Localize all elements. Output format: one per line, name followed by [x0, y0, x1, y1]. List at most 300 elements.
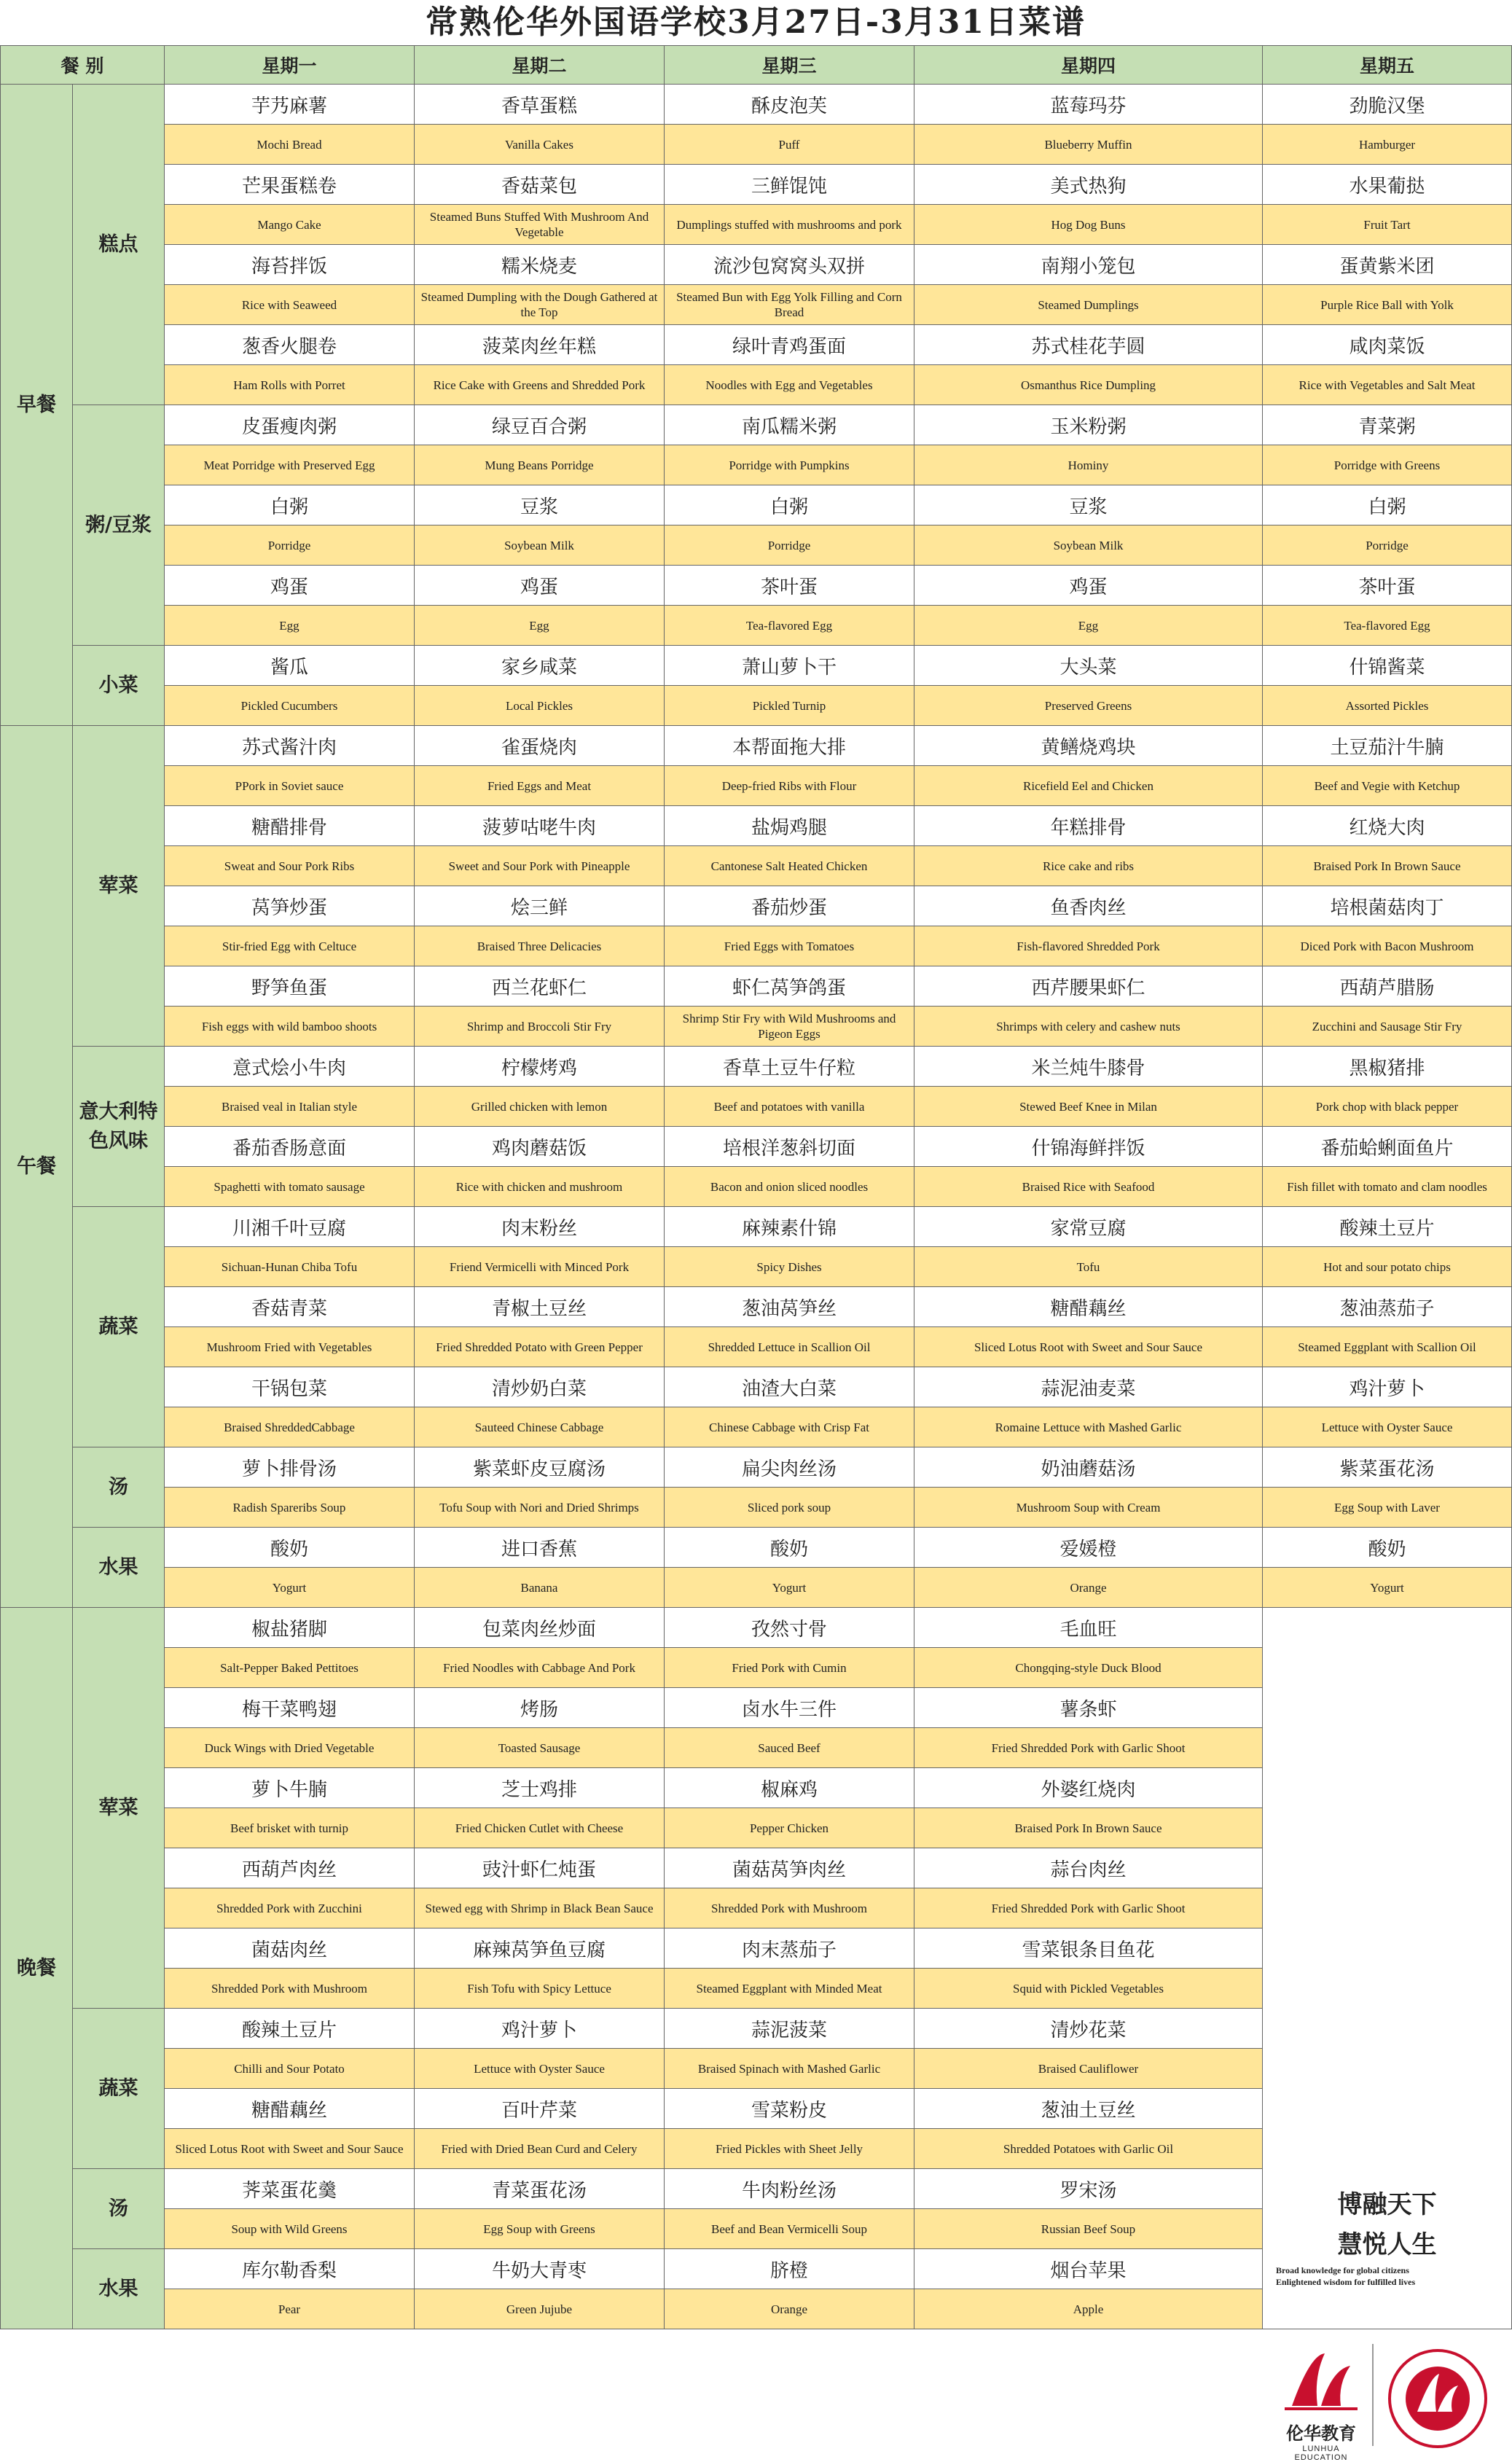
- dish-name: 海苔拌饭: [165, 245, 415, 285]
- dish-name: 西兰花虾仁: [415, 966, 665, 1007]
- dish-name-english: Braised veal in Italian style: [165, 1087, 415, 1127]
- menu-row: [1, 165, 1512, 205]
- meal-label: 午餐: [1, 726, 73, 1608]
- dish-name-english: Sichuan-Hunan Chiba Tofu: [165, 1247, 415, 1287]
- dish-name: 香菇菜包: [415, 165, 665, 205]
- dish-name-english: Sliced pork soup: [665, 1488, 914, 1528]
- dish-name-english: Braised Three Delicacies: [415, 926, 665, 966]
- dish-name-english: Sauced Beef: [665, 1728, 914, 1768]
- day-header: 星期二: [415, 46, 665, 85]
- category-label: 荤菜: [73, 726, 165, 1047]
- dish-name-english: Fried Eggs and Meat: [415, 766, 665, 806]
- dish-name-english: Tofu Soup with Nori and Dried Shrimps: [415, 1488, 665, 1528]
- dish-name-english: Sweat and Sour Pork Ribs: [165, 846, 415, 886]
- menu-row: [1, 285, 1512, 325]
- dish-name: 青椒土豆丝: [415, 1287, 665, 1327]
- dish-name: 茶叶蛋: [1263, 566, 1512, 606]
- dish-name: 番茄香肠意面: [165, 1127, 415, 1167]
- dish-name: 酸奶: [665, 1528, 914, 1568]
- dish-name: 包菜肉丝炒面: [415, 1608, 665, 1648]
- dish-name-english: Stewed Beef Knee in Milan: [914, 1087, 1263, 1127]
- lunhua-logo-icon: [1281, 2348, 1361, 2413]
- dish-name-english: Stewed egg with Shrimp in Black Bean Sauce: [415, 1888, 665, 1928]
- dish-name-english: Rice with chicken and mushroom: [415, 1167, 665, 1207]
- dish-name: 紫菜虾皮豆腐汤: [415, 1447, 665, 1488]
- dish-name-english: Zucchini and Sausage Stir Fry: [1263, 1007, 1512, 1047]
- category-label: 蔬菜: [73, 1207, 165, 1447]
- dish-name: 糖醋排骨: [165, 806, 415, 846]
- dish-name: 莴笋炒蛋: [165, 886, 415, 926]
- dish-name-english: Diced Pork with Bacon Mushroom: [1263, 926, 1512, 966]
- dish-name-english: Chilli and Sour Potato: [165, 2049, 415, 2089]
- day-header: 星期三: [665, 46, 914, 85]
- dish-name: 青菜粥: [1263, 405, 1512, 445]
- dish-name: 大头菜: [914, 646, 1263, 686]
- dish-name: 鸡蛋: [914, 566, 1263, 606]
- dish-name: 酸辣土豆片: [1263, 1207, 1512, 1247]
- dish-name: 菌菇肉丝: [165, 1928, 415, 1969]
- dish-name-english: Tea-flavored Egg: [1263, 606, 1512, 646]
- dish-name-english: Fish Tofu with Spicy Lettuce: [415, 1969, 665, 2009]
- dish-name-english: Shrimp and Broccoli Stir Fry: [415, 1007, 665, 1047]
- dish-name: 培根洋葱斜切面: [665, 1127, 914, 1167]
- menu-row: [1, 485, 1512, 525]
- dish-name: 酸辣土豆片: [165, 2009, 415, 2049]
- dish-name: 蒜泥菠菜: [665, 2009, 914, 2049]
- dish-name-english: Radish Spareribs Soup: [165, 1488, 415, 1528]
- dish-name: 红烧大肉: [1263, 806, 1512, 846]
- dish-name-english: Orange: [914, 1568, 1263, 1608]
- dish-name: 脐橙: [665, 2249, 914, 2289]
- dish-name: 番茄炒蛋: [665, 886, 914, 926]
- dish-name-english: Soybean Milk: [914, 525, 1263, 566]
- category-label: 意大利特色风味: [73, 1047, 165, 1207]
- menu-row: [1, 926, 1512, 966]
- dish-name: 蛋黄紫米团: [1263, 245, 1512, 285]
- dish-name-english: Pork chop with black pepper: [1263, 1087, 1512, 1127]
- dish-name: 蒜台肉丝: [914, 1848, 1263, 1888]
- logo-cell: [1263, 1608, 1512, 2462]
- dish-name: 清炒奶白菜: [415, 1367, 665, 1407]
- dish-name-english: Lettuce with Oyster Sauce: [415, 2049, 665, 2089]
- dish-name: 鸡汁萝卜: [1263, 1367, 1512, 1407]
- category-label: 汤: [73, 1447, 165, 1528]
- dish-name-english: Rice cake and ribs: [914, 846, 1263, 886]
- dish-name-english: Vanilla Cakes: [415, 125, 665, 165]
- category-label: 粥/豆浆: [73, 405, 165, 646]
- dish-name: 香菇青菜: [165, 1287, 415, 1327]
- dish-name: 雪菜粉皮: [665, 2089, 914, 2129]
- dish-name: 萝卜排骨汤: [165, 1447, 415, 1488]
- dish-name: 菌菇莴笋肉丝: [665, 1848, 914, 1888]
- dish-name-english: Local Pickles: [415, 686, 665, 726]
- school-seal-icon: [1387, 2348, 1489, 2450]
- dish-name: 百叶芹菜: [415, 2089, 665, 2129]
- dish-name: 美式热狗: [914, 165, 1263, 205]
- menu-row: [1, 365, 1512, 405]
- menu-row: [1, 966, 1512, 1007]
- dish-name: 梅干菜鸭翅: [165, 1688, 415, 1728]
- dish-name: 西葫芦肉丝: [165, 1848, 415, 1888]
- dish-name: 进口香蕉: [415, 1528, 665, 1568]
- dish-name-english: Soybean Milk: [415, 525, 665, 566]
- dish-name: 酸奶: [165, 1528, 415, 1568]
- dish-name-english: Shrimps with celery and cashew nuts: [914, 1007, 1263, 1047]
- dish-name: 黄鳝烧鸡块: [914, 726, 1263, 766]
- dish-name: 香草土豆牛仔粒: [665, 1047, 914, 1087]
- dish-name-english: Ham Rolls with Porret: [165, 365, 415, 405]
- dish-name: 虾仁莴笋鸽蛋: [665, 966, 914, 1007]
- dish-name-english: Egg: [165, 606, 415, 646]
- dish-name-english: Purple Rice Ball with Yolk: [1263, 285, 1512, 325]
- dish-name-english: Porridge: [1263, 525, 1512, 566]
- menu-row: [1, 1367, 1512, 1407]
- dish-name: 椒盐猪脚: [165, 1608, 415, 1648]
- dish-name: 葱香火腿卷: [165, 325, 415, 365]
- dish-name-english: Soup with Wild Greens: [165, 2209, 415, 2249]
- menu-row: [1, 125, 1512, 165]
- dish-name: 香草蛋糕: [415, 85, 665, 125]
- dish-name-english: Fried Shredded Pork with Garlic Shoot: [914, 1888, 1263, 1928]
- menu-row: [1, 726, 1512, 766]
- dish-name: 酸奶: [1263, 1528, 1512, 1568]
- dish-name: 流沙包窝窝头双拼: [665, 245, 914, 285]
- menu-table: [0, 45, 1512, 2462]
- dish-name: 菠萝咕咾牛肉: [415, 806, 665, 846]
- dish-name: 罗宋汤: [914, 2169, 1263, 2209]
- meal-column-header: 餐 别: [1, 46, 165, 85]
- category-label: 蔬菜: [73, 2009, 165, 2169]
- dish-name: 培根菌菇肉丁: [1263, 886, 1512, 926]
- slogan-line-1: 博融天下: [1337, 2189, 1437, 2219]
- dish-name-english: Steamed Bun with Egg Yolk Filling and Corn Bread: [665, 285, 914, 325]
- category-label: 糕点: [73, 85, 165, 405]
- dish-name-english: Beef and potatoes with vanilla: [665, 1087, 914, 1127]
- dish-name: 什锦海鲜拌饭: [914, 1127, 1263, 1167]
- dish-name: 奶油蘑菇汤: [914, 1447, 1263, 1488]
- dish-name-english: Cantonese Salt Heated Chicken: [665, 846, 914, 886]
- dish-name-english: Shredded Pork with Mushroom: [665, 1888, 914, 1928]
- dish-name: 酱瓜: [165, 646, 415, 686]
- dish-name-english: Egg Soup with Laver: [1263, 1488, 1512, 1528]
- dish-name: 油渣大白菜: [665, 1367, 914, 1407]
- dish-name-english: Egg Soup with Greens: [415, 2209, 665, 2249]
- dish-name: 白粥: [165, 485, 415, 525]
- dish-name-english: Chinese Cabbage with Crisp Fat: [665, 1407, 914, 1447]
- day-header: 星期五: [1263, 46, 1512, 85]
- dish-name: 肉末蒸茄子: [665, 1928, 914, 1969]
- dish-name-english: Spaghetti with tomato sausage: [165, 1167, 415, 1207]
- dish-name: 鸡蛋: [165, 566, 415, 606]
- dish-name-english: Beef and Bean Vermicelli Soup: [665, 2209, 914, 2249]
- dish-name: 薯条虾: [914, 1688, 1263, 1728]
- dish-name-english: Hamburger: [1263, 125, 1512, 165]
- dish-name-english: Assorted Pickles: [1263, 686, 1512, 726]
- category-label: 水果: [73, 2249, 165, 2329]
- dish-name: 茶叶蛋: [665, 566, 914, 606]
- menu-row: [1, 85, 1512, 125]
- dish-name: 家乡咸菜: [415, 646, 665, 686]
- dish-name: 本帮面拖大排: [665, 726, 914, 766]
- dish-name-english: Pear: [165, 2289, 415, 2329]
- dish-name: 烤肠: [415, 1688, 665, 1728]
- dish-name-english: Yogurt: [165, 1568, 415, 1608]
- dish-name-english: Hominy: [914, 445, 1263, 485]
- dish-name-english: Braised ShreddedCabbage: [165, 1407, 415, 1447]
- dish-name-english: Fried Pork with Cumin: [665, 1648, 914, 1688]
- dish-name: 牛肉粉丝汤: [665, 2169, 914, 2209]
- menu-row: [1, 806, 1512, 846]
- dish-name-english: Fried Pickles with Sheet Jelly: [665, 2129, 914, 2169]
- dish-name-english: Romaine Lettuce with Mashed Garlic: [914, 1407, 1263, 1447]
- dish-name-english: Shredded Lettuce in Scallion Oil: [665, 1327, 914, 1367]
- dish-name-english: Steamed Dumpling with the Dough Gathered at the Top: [415, 285, 665, 325]
- dish-name-english: Meat Porridge with Preserved Egg: [165, 445, 415, 485]
- dish-name: 萧山萝卜干: [665, 646, 914, 686]
- dish-name-english: Steamed Buns Stuffed With Mushroom And Vegetable: [415, 205, 665, 245]
- dish-name-english: Sauteed Chinese Cabbage: [415, 1407, 665, 1447]
- dish-name-english: Braised Rice with Seafood: [914, 1167, 1263, 1207]
- menu-row: [1, 525, 1512, 566]
- dish-name-english: Rice Cake with Greens and Shredded Pork: [415, 365, 665, 405]
- dish-name: 柠檬烤鸡: [415, 1047, 665, 1087]
- dish-name-english: Osmanthus Rice Dumpling: [914, 365, 1263, 405]
- dish-name-english: Pickled Turnip: [665, 686, 914, 726]
- dish-name: 意式烩小牛肉: [165, 1047, 415, 1087]
- dish-name: 卤水牛三件: [665, 1688, 914, 1728]
- dish-name-english: Yogurt: [1263, 1568, 1512, 1608]
- dish-name: 豆浆: [914, 485, 1263, 525]
- menu-row: [1, 1247, 1512, 1287]
- menu-row: [1, 1608, 1512, 1648]
- dish-name-english: Grilled chicken with lemon: [415, 1087, 665, 1127]
- meal-label: 晚餐: [1, 1608, 73, 2329]
- dish-name: 孜然寸骨: [665, 1608, 914, 1648]
- dish-name-english: Hog Dog Buns: [914, 205, 1263, 245]
- menu-row: [1, 405, 1512, 445]
- dish-name: 水果葡挞: [1263, 165, 1512, 205]
- dish-name: 川湘千叶豆腐: [165, 1207, 415, 1247]
- dish-name-english: Fried Shredded Pork with Garlic Shoot: [914, 1728, 1263, 1768]
- category-label: 小菜: [73, 646, 165, 726]
- dish-name: 皮蛋瘦肉粥: [165, 405, 415, 445]
- menu-row: [1, 886, 1512, 926]
- dish-name: 家常豆腐: [914, 1207, 1263, 1247]
- dish-name-english: Yogurt: [665, 1568, 914, 1608]
- dish-name: 清炒花菜: [914, 2009, 1263, 2049]
- dish-name-english: Tea-flavored Egg: [665, 606, 914, 646]
- dish-name-english: Fried Shredded Potato with Green Pepper: [415, 1327, 665, 1367]
- dish-name-english: Blueberry Muffin: [914, 125, 1263, 165]
- dish-name-english: Duck Wings with Dried Vegetable: [165, 1728, 415, 1768]
- dish-name: 糖醋藕丝: [914, 1287, 1263, 1327]
- dish-name: 葱油蒸茄子: [1263, 1287, 1512, 1327]
- menu-row: [1, 1568, 1512, 1608]
- dish-name-english: Russian Beef Soup: [914, 2209, 1263, 2249]
- dish-name: 爱媛橙: [914, 1528, 1263, 1568]
- dish-name: 黑椒猪排: [1263, 1047, 1512, 1087]
- menu-row: [1, 1127, 1512, 1167]
- menu-row: [1, 1407, 1512, 1447]
- dish-name: 青菜蛋花汤: [415, 2169, 665, 2209]
- dish-name: 南翔小笼包: [914, 245, 1263, 285]
- dish-name: 扁尖肉丝汤: [665, 1447, 914, 1488]
- dish-name: 南瓜糯米粥: [665, 405, 914, 445]
- dish-name: 盐焗鸡腿: [665, 806, 914, 846]
- dish-name: 麻辣素什锦: [665, 1207, 914, 1247]
- dish-name-english: Shredded Pork with Mushroom: [165, 1969, 415, 2009]
- dish-name-english: Mushroom Fried with Vegetables: [165, 1327, 415, 1367]
- brand-name: 伦华教育: [1286, 2422, 1356, 2444]
- brand-name-english: LUNHUA EDUCATION: [1294, 2444, 1348, 2462]
- dish-name-english: Beef brisket with turnip: [165, 1808, 415, 1848]
- dish-name: 什锦酱菜: [1263, 646, 1512, 686]
- dish-name-english: Deep-fried Ribs with Flour: [665, 766, 914, 806]
- dish-name-english: Fish fillet with tomato and clam noodles: [1263, 1167, 1512, 1207]
- menu-row: [1, 1007, 1512, 1047]
- dish-name-english: Stir-fried Egg with Celtuce: [165, 926, 415, 966]
- dish-name: 鸡汁萝卜: [415, 2009, 665, 2049]
- dish-name-english: Shredded Pork with Zucchini: [165, 1888, 415, 1928]
- category-label: 荤菜: [73, 1608, 165, 2009]
- dish-name: 干锅包菜: [165, 1367, 415, 1407]
- dish-name-english: Porridge with Greens: [1263, 445, 1512, 485]
- menu-row: [1, 566, 1512, 606]
- dish-name: 菠菜肉丝年糕: [415, 325, 665, 365]
- menu-row: [1, 1207, 1512, 1247]
- dish-name-english: Steamed Eggplant with Minded Meat: [665, 1969, 914, 2009]
- dish-name: 外婆红烧肉: [914, 1768, 1263, 1808]
- dish-name-english: Rice with Vegetables and Salt Meat: [1263, 365, 1512, 405]
- dish-name: 椒麻鸡: [665, 1768, 914, 1808]
- dish-name-english: Mango Cake: [165, 205, 415, 245]
- dish-name-english: Apple: [914, 2289, 1263, 2329]
- dish-name-english: PPork in Soviet sauce: [165, 766, 415, 806]
- dish-name-english: Fish-flavored Shredded Pork: [914, 926, 1263, 966]
- menu-row: [1, 1327, 1512, 1367]
- dish-name: 肉末粉丝: [415, 1207, 665, 1247]
- dish-name: 萝卜牛腩: [165, 1768, 415, 1808]
- header-row: [1, 46, 1512, 85]
- dish-name: 紫菜蛋花汤: [1263, 1447, 1512, 1488]
- dish-name: 米兰炖牛膝骨: [914, 1047, 1263, 1087]
- dish-name: 土豆茄汁牛腩: [1263, 726, 1512, 766]
- menu-row: [1, 686, 1512, 726]
- dish-name-english: Mochi Bread: [165, 125, 415, 165]
- dish-name: 葱油莴笋丝: [665, 1287, 914, 1327]
- menu-row: [1, 846, 1512, 886]
- dish-name-english: Fried Eggs with Tomatoes: [665, 926, 914, 966]
- menu-row: [1, 1287, 1512, 1327]
- dish-name-english: Shredded Potatoes with Garlic Oil: [914, 2129, 1263, 2169]
- dish-name: 蓝莓玛芬: [914, 85, 1263, 125]
- dish-name-english: Fried Noodles with Cabbage And Pork: [415, 1648, 665, 1688]
- dish-name: 烟台苹果: [914, 2249, 1263, 2289]
- dish-name: 三鲜馄饨: [665, 165, 914, 205]
- dish-name-english: Hot and sour potato chips: [1263, 1247, 1512, 1287]
- dish-name-english: Ricefield Eel and Chicken: [914, 766, 1263, 806]
- dish-name-english: Braised Pork In Brown Sauce: [1263, 846, 1512, 886]
- dish-name-english: Bacon and onion sliced noodles: [665, 1167, 914, 1207]
- menu-row: [1, 1167, 1512, 1207]
- menu-row: [1, 445, 1512, 485]
- dish-name-english: Squid with Pickled Vegetables: [914, 1969, 1263, 2009]
- dish-name-english: Pepper Chicken: [665, 1808, 914, 1848]
- slogan-english: Broad knowledge for global citizens Enlightened wisdom for fulfilled lives: [1276, 2264, 1416, 2287]
- dish-name: 年糕排骨: [914, 806, 1263, 846]
- dish-name-english: Porridge: [165, 525, 415, 566]
- dish-name-english: Preserved Greens: [914, 686, 1263, 726]
- dish-name-english: Porridge with Pumpkins: [665, 445, 914, 485]
- menu-row: [1, 646, 1512, 686]
- dish-name-english: Porridge: [665, 525, 914, 566]
- dish-name: 白粥: [1263, 485, 1512, 525]
- dish-name: 麻辣莴笋鱼豆腐: [415, 1928, 665, 1969]
- dish-name-english: Salt-Pepper Baked Pettitoes: [165, 1648, 415, 1688]
- dish-name-english: Braised Spinach with Mashed Garlic: [665, 2049, 914, 2089]
- dish-name: 绿豆百合粥: [415, 405, 665, 445]
- menu-row: [1, 1488, 1512, 1528]
- page-title: 常熟伦华外国语学校3月27日-3月31日菜谱: [426, 4, 1086, 41]
- dish-name: 鸡蛋: [415, 566, 665, 606]
- dish-name: 芒果蛋糕卷: [165, 165, 415, 205]
- dish-name: 鱼香肉丝: [914, 886, 1263, 926]
- menu-row: [1, 325, 1512, 365]
- dish-name-english: Sliced Lotus Root with Sweet and Sour Sauce: [165, 2129, 415, 2169]
- dish-name: 荠菜蛋花羹: [165, 2169, 415, 2209]
- dish-name: 芋艿麻薯: [165, 85, 415, 125]
- dish-name-english: Braised Pork In Brown Sauce: [914, 1808, 1263, 1848]
- dish-name: 芝士鸡排: [415, 1768, 665, 1808]
- dish-name: 牛奶大青枣: [415, 2249, 665, 2289]
- dish-name-english: Lettuce with Oyster Sauce: [1263, 1407, 1512, 1447]
- dish-name-english: Tofu: [914, 1247, 1263, 1287]
- dish-name: 酥皮泡芙: [665, 85, 914, 125]
- dish-name-english: Pickled Cucumbers: [165, 686, 415, 726]
- dish-name-english: Puff: [665, 125, 914, 165]
- dish-name: 葱油土豆丝: [914, 2089, 1263, 2129]
- dish-name-english: Sliced Lotus Root with Sweet and Sour Sauce: [914, 1327, 1263, 1367]
- dish-name: 西芹腰果虾仁: [914, 966, 1263, 1007]
- dish-name-english: Rice with Seaweed: [165, 285, 415, 325]
- dish-name-english: Beef and Vegie with Ketchup: [1263, 766, 1512, 806]
- dish-name: 绿叶青鸡蛋面: [665, 325, 914, 365]
- slogan-line-2: 慧悦人生: [1337, 2230, 1437, 2259]
- dish-name: 咸肉菜饭: [1263, 325, 1512, 365]
- dish-name-english: Spicy Dishes: [665, 1247, 914, 1287]
- menu-row: [1, 205, 1512, 245]
- dish-name-english: Braised Cauliflower: [914, 2049, 1263, 2089]
- dish-name-english: Fried Chicken Cutlet with Cheese: [415, 1808, 665, 1848]
- dish-name: 苏式酱汁肉: [165, 726, 415, 766]
- dish-name: 豉汁虾仁炖蛋: [415, 1848, 665, 1888]
- dish-name-english: Fish eggs with wild bamboo shoots: [165, 1007, 415, 1047]
- dish-name-english: Chongqing-style Duck Blood: [914, 1648, 1263, 1688]
- menu-row: [1, 1528, 1512, 1568]
- dish-name-english: Toasted Sausage: [415, 1728, 665, 1768]
- dish-name-english: Mushroom Soup with Cream: [914, 1488, 1263, 1528]
- dish-name-english: Steamed Eggplant with Scallion Oil: [1263, 1327, 1512, 1367]
- dish-name: 库尔勒香梨: [165, 2249, 415, 2289]
- dish-name: 鸡肉蘑菇饭: [415, 1127, 665, 1167]
- dish-name: 豆浆: [415, 485, 665, 525]
- dish-name: 苏式桂花芋圆: [914, 325, 1263, 365]
- dish-name: 番茄蛤蜊面鱼片: [1263, 1127, 1512, 1167]
- dish-name-english: Noodles with Egg and Vegetables: [665, 365, 914, 405]
- day-header: 星期一: [165, 46, 415, 85]
- menu-row: [1, 1447, 1512, 1488]
- dish-name-english: Mung Beans Porridge: [415, 445, 665, 485]
